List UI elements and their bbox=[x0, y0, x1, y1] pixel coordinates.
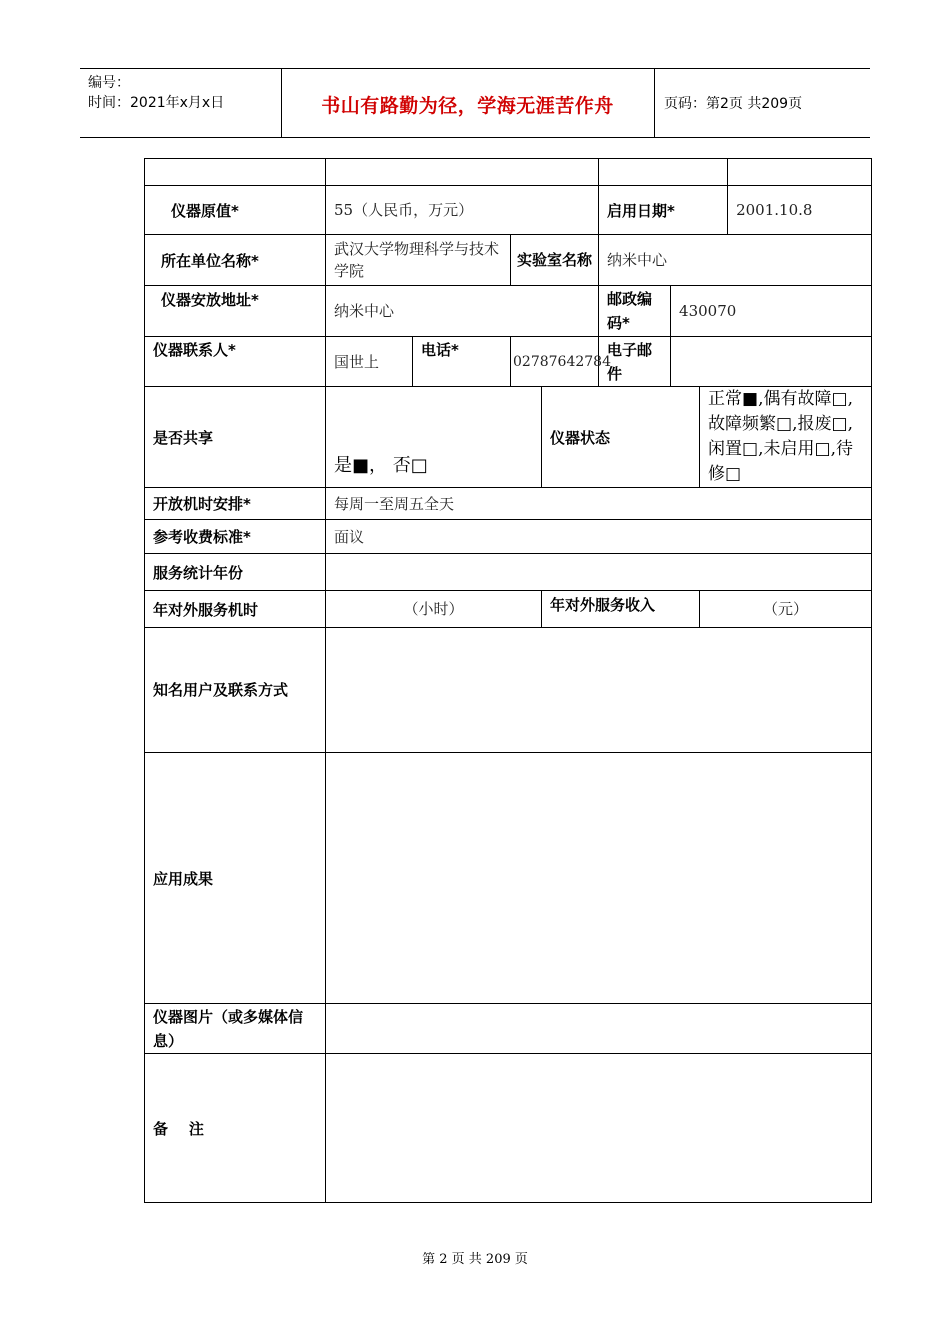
fee-field[interactable]: 面议 bbox=[326, 520, 872, 554]
share-label: 是否共享 bbox=[145, 387, 326, 488]
header-page-info: 页码：第2页 共209页 bbox=[664, 96, 803, 112]
table-row bbox=[145, 286, 872, 337]
table-row bbox=[145, 387, 872, 488]
status-options[interactable]: 正常■,偶有故障□,故障频繁□,报废□,闲置□,未启用□,待修□ bbox=[700, 387, 872, 488]
start-date-label: 启用日期* bbox=[599, 186, 728, 235]
annual-income-label: 年对外服务收入 bbox=[542, 591, 700, 628]
table-row bbox=[145, 753, 872, 1004]
original-value-label: 仪器原值* bbox=[145, 186, 326, 235]
results-label: 应用成果 bbox=[145, 753, 326, 1004]
table-row bbox=[145, 488, 872, 520]
header-divider bbox=[654, 69, 655, 137]
table-row bbox=[145, 520, 872, 554]
users-field[interactable] bbox=[326, 628, 872, 753]
open-hours-label: 开放机时安排* bbox=[145, 488, 326, 520]
address-field[interactable]: 纳米中心 bbox=[326, 286, 599, 337]
unit-field[interactable]: 武汉大学物理科学与技术学院 bbox=[326, 235, 511, 286]
table-row bbox=[145, 235, 872, 286]
images-field[interactable] bbox=[326, 1004, 872, 1054]
phone-field[interactable]: 02787642784 bbox=[511, 337, 599, 387]
table-row bbox=[145, 186, 872, 235]
header-motto: 书山有路勤为径，学海无涯苦作舟 bbox=[321, 95, 614, 117]
email-field[interactable] bbox=[671, 337, 872, 387]
table-row bbox=[145, 159, 872, 186]
results-field[interactable] bbox=[326, 753, 872, 1004]
stats-year-field[interactable] bbox=[326, 554, 872, 591]
start-date-field[interactable]: 2001.10.8 bbox=[728, 186, 872, 235]
annual-income-field[interactable]: （元） bbox=[700, 591, 872, 628]
unit-label: 所在单位名称* bbox=[145, 235, 326, 286]
users-label: 知名用户及联系方式 bbox=[145, 628, 326, 753]
contact-field[interactable]: 国世上 bbox=[326, 337, 413, 387]
table-row bbox=[145, 1004, 872, 1054]
postcode-field[interactable]: 430070 bbox=[671, 286, 872, 337]
remarks-label: 备 注 bbox=[145, 1054, 326, 1203]
annual-hours-field[interactable]: （小时） bbox=[326, 591, 542, 628]
document-date: 时间：2021年x月x日 bbox=[88, 95, 225, 111]
status-label: 仪器状态 bbox=[542, 387, 700, 488]
phone-label: 电话* bbox=[413, 337, 511, 387]
empty-cell bbox=[145, 159, 326, 186]
empty-cell bbox=[728, 159, 872, 186]
annual-hours-label: 年对外服务机时 bbox=[145, 591, 326, 628]
share-options[interactable]: 是■， 否□ bbox=[326, 387, 542, 488]
table-row bbox=[145, 1054, 872, 1203]
table-row bbox=[145, 554, 872, 591]
empty-cell bbox=[326, 159, 599, 186]
stats-year-label: 服务统计年份 bbox=[145, 554, 326, 591]
instrument-info-table bbox=[144, 158, 872, 1203]
empty-cell bbox=[599, 159, 728, 186]
original-value-field[interactable]: 55（人民币，万元） bbox=[326, 186, 599, 235]
remarks-field[interactable] bbox=[326, 1054, 872, 1203]
table-row bbox=[145, 591, 872, 628]
lab-label: 实验室名称 bbox=[511, 235, 599, 286]
header-meta bbox=[88, 73, 224, 113]
lab-field[interactable]: 纳米中心 bbox=[599, 235, 872, 286]
email-label: 电子邮件 bbox=[599, 337, 671, 387]
address-label: 仪器安放地址* bbox=[145, 286, 326, 337]
open-hours-field[interactable]: 每周一至周五全天 bbox=[326, 488, 872, 520]
contact-label: 仪器联系人* bbox=[145, 337, 326, 387]
table-row bbox=[145, 337, 872, 387]
fee-label: 参考收费标准* bbox=[145, 520, 326, 554]
postcode-label: 邮政编码* bbox=[599, 286, 671, 337]
table-row bbox=[145, 628, 872, 753]
page-footer: 第 2 页 共 209 页 bbox=[422, 1252, 528, 1267]
images-label: 仪器图片（或多媒体信息） bbox=[145, 1004, 326, 1054]
document-number-label: 编号： bbox=[88, 75, 130, 91]
page-header bbox=[80, 68, 870, 138]
